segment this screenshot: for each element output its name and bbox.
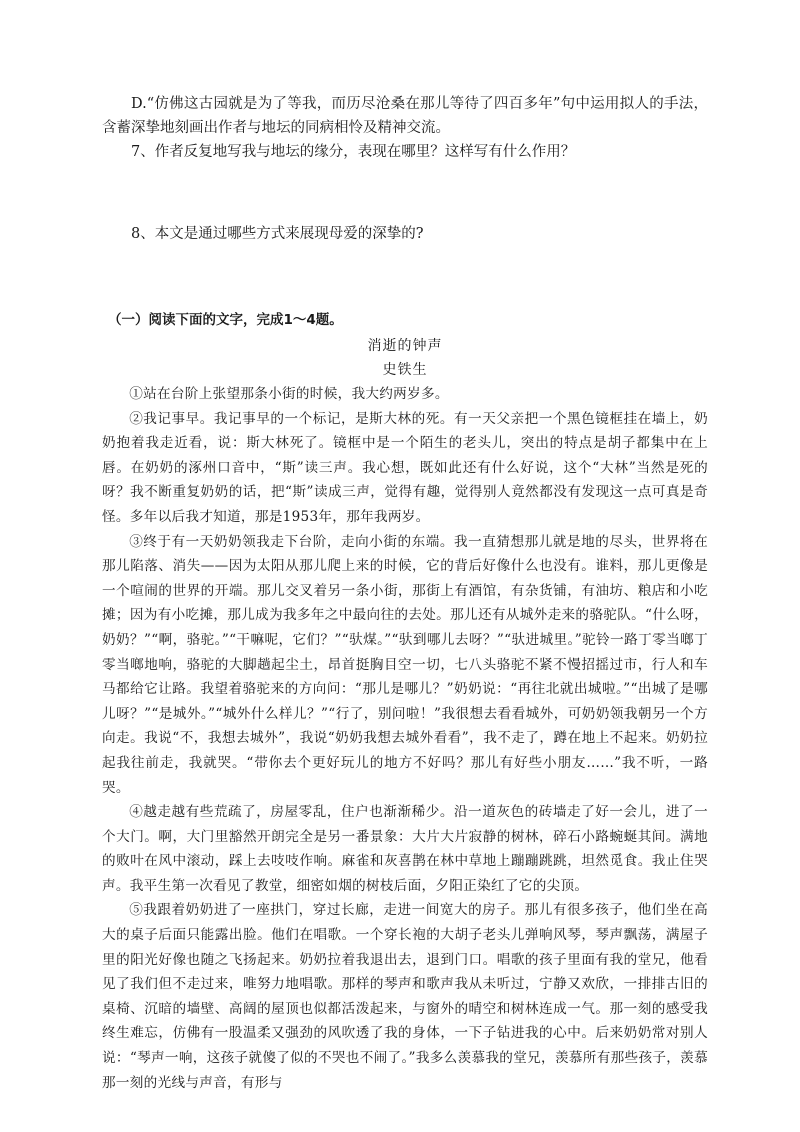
paragraph-2: ②我记事早。我记事早的一个标记，是斯大林的死。有一天父亲把一个黑色镜框挂在墙上，奶奶抱着我走近看，说：斯大林死了。镜框中是一个陌生的老头儿，突出的特点是胡子都集中在上唇。在奶奶的涿州口音中，“斯”读三声。我心想，既如此还有什么好说，这个“大林”当然是死的呀？我不断重复奶奶的话，把“斯”读成三声，觉得有趣，觉得别人竟然都没有发现这一点可真是奇怪。多年以后我才知道，那是1953年，那年我两岁。	[102, 410, 708, 525]
paragraph-1: ①站在台阶上张望那条小街的时候，我大约两岁多。	[129, 386, 449, 402]
question-7: 7、作者反复地写我与地坛的缘分，表现在哪里？这样写有什么作用？	[131, 144, 576, 160]
paragraph-3: ③终于有一天奶奶领我走下台阶，走向小街的东端。我一直猜想那儿就是地的尽头，世界将在那儿陷落、消失——因为太阳从那儿爬上来的时候，它的背后好像什么也没有。谁料，那儿更像是一个喧闹的世界的开端。那儿交叉着另一条小街，那街上有酒馆，有杂货铺，有油坊、粮店和小吃摊；因为有小吃摊，那儿成为我多年之中最向往的去处。那儿还有从城外走来的骆驼队。“什么呀，奶奶？”“啊，骆驼。”“干嘛呢，它们？”“驮煤。”“驮到哪儿去呀？”“驮进城里。”驼铃一路丁零当啷丁零当啷地响，骆驼的大脚趟起尘土，昂首挺胸目空一切，七八头骆驼不紧不慢招摇过市，行人和车马都给它让路。我望着骆驼来的方向问：“那儿是哪儿？”奶奶说：“再往北就出城啦。”“出城了是哪儿呀？”“是城外。”“城外什么样儿？”“行了，别问啦！”我很想去看看城外，可奶奶领我朝另一个方向走。我说“不，我想去城外”，我说“奶奶我想去城外看看”，我不走了，蹲在地上不起来。奶奶拉起我往前走，我就哭。“带你去个更好玩儿的地方不好吗？那儿有好些小朋友……”我不听，一路哭。	[102, 533, 708, 796]
paragraph-4: ④越走越有些荒疏了，房屋零乱，住户也渐渐稀少。沿一道灰色的砖墙走了好一会儿，进了一个大门。啊，大门里豁然开朗完全是另一番景象：大片大片寂静的树林，碎石小路蜿蜒其间。满地的败叶在风中滚动，踩上去吱吱作响。麻雀和灰喜鹊在林中草地上蹦蹦跳跳，坦然觅食。我止住哭声。我平生第一次看见了教堂，细密如烟的树枝后面，夕阳正染红了它的尖顶。	[102, 804, 708, 894]
section-heading: （一）阅读下面的文字，完成1～4题。	[108, 312, 343, 328]
question-8: 8、本文是通过哪些方式来展现母爱的深挚的?	[131, 226, 424, 242]
option-d: D.“仿佛这古园就是为了等我，而历尽沧桑在那儿等待了四百多年”句中运用拟人的手法，含蓄深挚地刻画出作者与地坛的同病相怜及精神交流。	[102, 96, 708, 136]
article-title: 消逝的钟声	[367, 338, 443, 354]
paragraph-5: ⑤我跟着奶奶进了一座拱门，穿过长廊，走进一间宽大的房子。那儿有很多孩子，他们坐在高大的桌子后面只能露出脸。他们在唱歌。一个穿长袍的大胡子老头儿弹响风琴，琴声飘荡，满屋子里的阳光好像也随之飞扬起来。奶奶拉着我退出去，退到门口。唱歌的孩子里面有我的堂兄，他看见了我们但不走过来，唯努力地唱歌。那样的琴声和歌声我从未听过，宁静又欢欣，一排排古旧的桌椅、沉暗的墙壁、高阔的屋顶也似都活泼起来，与窗外的晴空和树林连成一气。那一刻的感受我终生难忘，仿佛有一股温柔又强劲的风吹透了我的身体，一下子钻进我的心中。后来奶奶常对别人说：“琴声一响，这孩子就傻了似的不哭也不闹了。”我多么羡慕我的堂兄，羡慕所有那些孩子，羡慕那一刻的光线与声音，有形与	[102, 902, 708, 1091]
article-author: 史铁生	[382, 362, 428, 378]
